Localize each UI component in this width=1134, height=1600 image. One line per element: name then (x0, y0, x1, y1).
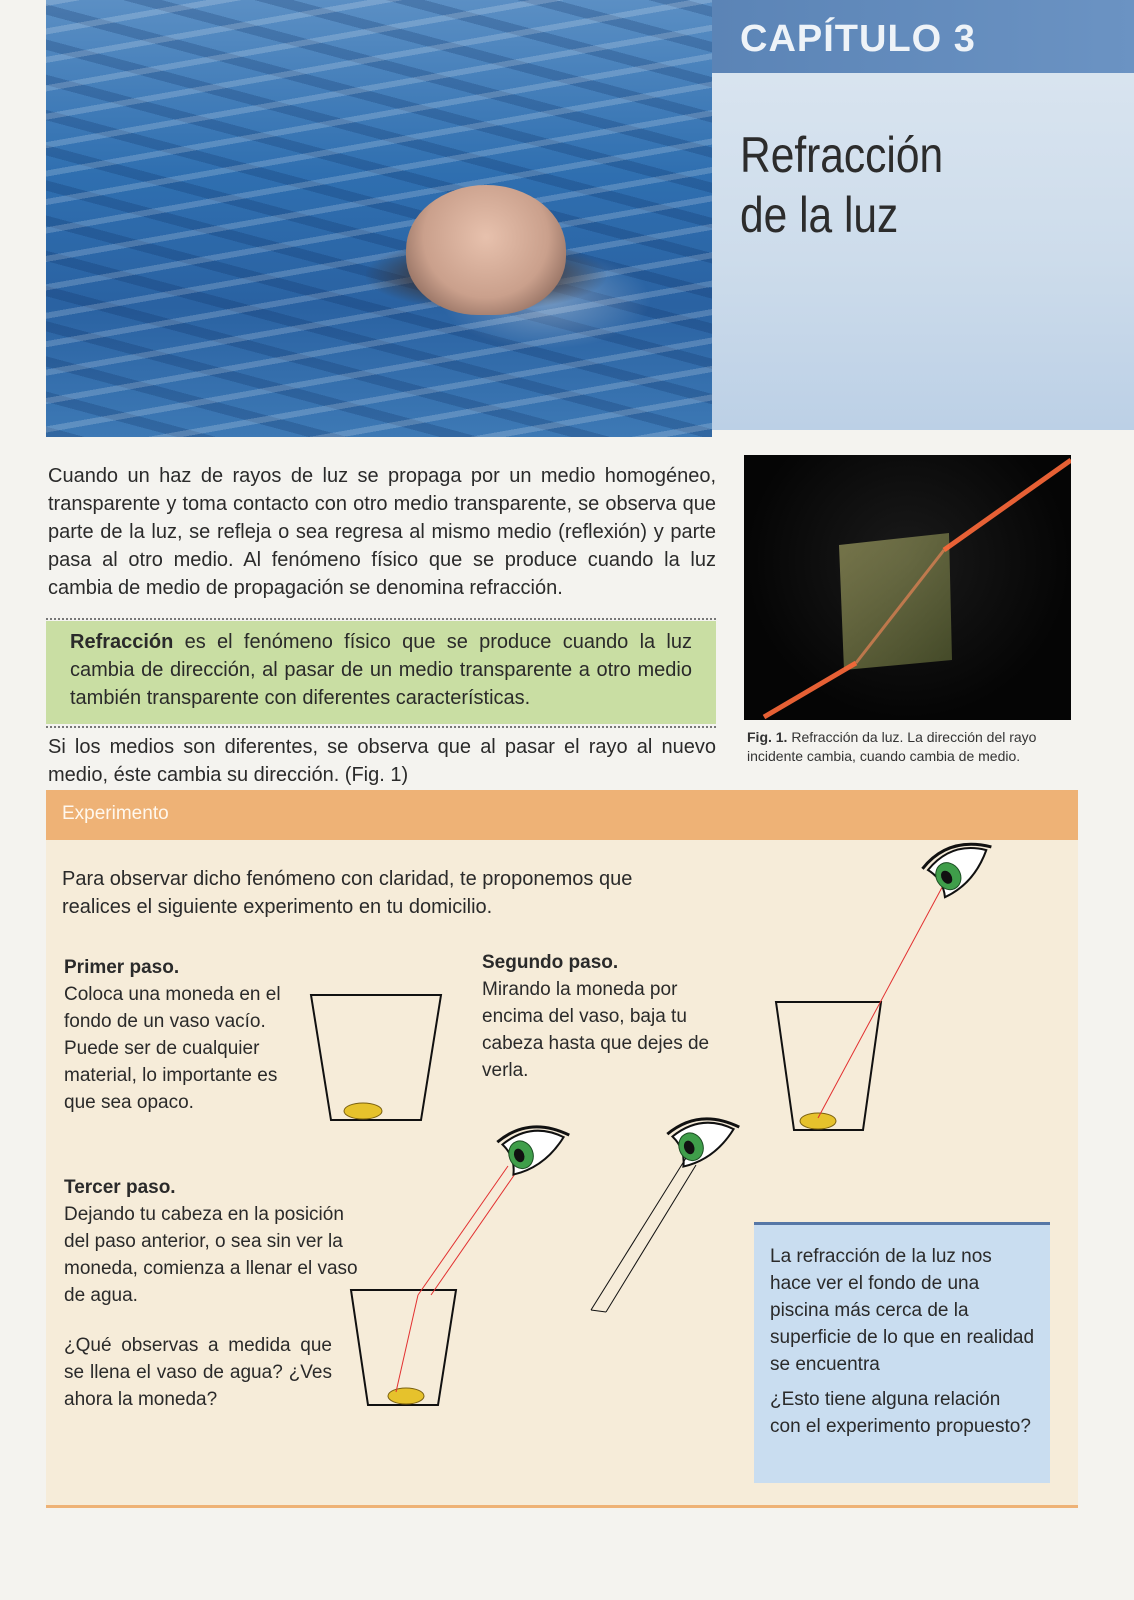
coin-step3 (388, 1388, 424, 1404)
chapter-title (740, 125, 943, 245)
glass-empty-step2 (776, 1002, 881, 1130)
incident-ray (944, 460, 1071, 550)
definition-body: es el fenómeno físico que se produce cuando la luz cambia de dirección, al pasar de un medio transparente a otro medio también transparente con diferentes características. (70, 631, 692, 709)
eye-icon-unaided (666, 1106, 746, 1168)
chapter-title-line2: de la luz (740, 187, 899, 243)
definition-rule-top (46, 618, 716, 620)
chapter-label: CAPÍTULO 3 (740, 18, 976, 60)
note-text: La refracción de la luz nos hace ver el fondo de una piscina más cerca de la superficie de lo que en realidad se encuentra (770, 1246, 1035, 1375)
experiment-header-label: Experimento (62, 803, 169, 824)
experiment-bottom-rule (46, 1505, 1078, 1508)
experiment-header (46, 790, 1078, 840)
step-three-title: Tercer paso. (64, 1177, 176, 1198)
figure-refraction-photo (744, 455, 1071, 720)
step-two-title: Segundo paso. (482, 952, 619, 973)
eye-icon-step3 (496, 1114, 576, 1176)
sight-line-b (606, 1165, 696, 1312)
step-one-title: Primer paso. (64, 957, 180, 978)
sight-ray-step3-b (431, 1158, 526, 1295)
sight-line-tip (591, 1310, 606, 1312)
glass-empty-step1 (311, 995, 441, 1120)
figure1-label: Fig. 1. (747, 729, 788, 745)
coin-step2 (800, 1113, 836, 1129)
refracted-ray-step3 (396, 1295, 418, 1392)
definition-text (70, 628, 692, 712)
sight-line-a (591, 1158, 686, 1310)
experiment-intro: Para observar dicho fenómeno con claridad, te proponemos que realices el siguiente experimento en tu domicilio. (62, 868, 633, 918)
intro-paragraph: Cuando un haz de rayos de luz se propaga por un medio homogéneo, transparente y toma contacto con otro medio transparente, se observa que parte de la luz, se refleja o sea regresa al mismo medio (reflexión) y parte pasa al otro medio. Al fenómeno físico que se produce cuando la luz cambia de medio de propagación se denomina refracción. (48, 465, 716, 599)
swimmer-face (406, 185, 566, 315)
sight-ray-step2 (818, 880, 946, 1118)
note-question: ¿Esto tiene alguna relación con el experimento propuesto? (770, 1389, 1031, 1437)
chapter-title-line1: Refracción (740, 127, 944, 183)
sight-ray-step3-a (418, 1166, 508, 1295)
step-two-text: Mirando la moneda por encima del vaso, baja tu cabeza hasta que dejes de verla. (482, 979, 710, 1081)
figure1-caption-text: Refracción da luz. La dirección del rayo incidente cambia, cuando cambia de medio. (747, 729, 1037, 764)
step-one-text: Coloca una moneda en el fondo de un vaso vacío. Puede ser de cualquier material, lo importante es que sea opaco. (64, 984, 281, 1113)
definition-term: Refracción (70, 631, 174, 653)
emergent-ray (764, 663, 856, 717)
step-three-text: Dejando tu cabeza en la posición del paso anterior, o sea sin ver la moneda, comienza a llenar el vaso de agua. (64, 1204, 358, 1306)
coin-step1 (344, 1103, 382, 1119)
figure1-caption (747, 728, 1077, 766)
eye-icon-step2 (920, 840, 1001, 900)
header-photo-swimmer (46, 0, 712, 437)
refraction-photo-illustration (744, 455, 1071, 720)
experiment-question: ¿Qué observas a medida que se llena el vaso de agua? ¿Ves ahora la moneda? (64, 1335, 332, 1410)
media-paragraph: Si los medios son diferentes, se observa que al pasar el rayo al nuevo medio, éste cambia su dirección. (Fig. 1) (48, 736, 716, 786)
definition-rule-bottom (46, 726, 716, 728)
glass-block (839, 533, 952, 670)
